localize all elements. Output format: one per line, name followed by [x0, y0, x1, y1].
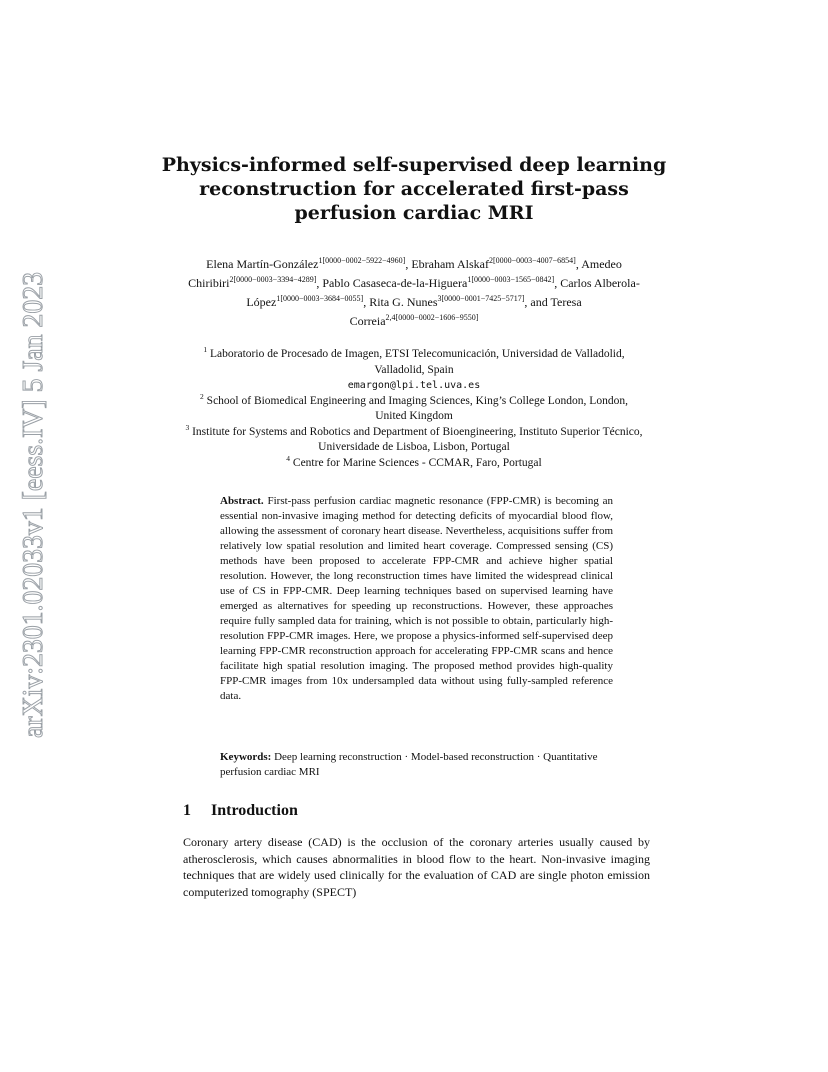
affiliation-text: Institute for Systems and Robotics and Department of Bioengineering, Instituto Superior Técnico, Universidade de Lisboa, Lisbon, Portugal — [192, 425, 643, 453]
affiliation-text: School of Biomedical Engineering and Imaging Sciences, King’s College London, London, United Kingdom — [206, 394, 628, 422]
intro-paragraph: Coronary artery disease (CAD) is the occlusion of the coronary arteries usually caused by atherosclerosis, which causes abnormalities in blood flow to the heart. Non-invasive imaging techniques that are widely used clinically for the evaluation of CAD are single photon emission computerized tomography (SPECT) — [183, 835, 650, 899]
affiliation-number: 1 — [203, 345, 208, 355]
affiliation-number: 4 — [286, 453, 291, 463]
affiliation-text: Laboratorio de Procesado de Imagen, ETSI Telecomunicación, Universidad de Valladolid, Valladolid, Spain — [210, 348, 625, 376]
keywords-text: Deep learning reconstruction · Model-based reconstruction · Quantitative perfusion cardiac MRI — [220, 751, 598, 778]
author-orcid: 1[0000−0003−1565−0842] — [467, 275, 555, 284]
author-name: Pablo Casaseca-de-la-Higuera — [322, 276, 468, 290]
section-number: 1 — [183, 802, 191, 819]
section-heading — [183, 802, 298, 820]
author-orcid: 1[0000−0002−5922−4960] — [318, 256, 406, 265]
affiliation-text: Centre for Marine Sciences - CCMAR, Faro, Portugal — [292, 456, 542, 469]
section-title: Introduction — [211, 802, 298, 819]
affiliation-number: 2 — [200, 391, 204, 401]
author-name: Ebraham Alskaf — [411, 257, 489, 271]
author-orcid: 1[0000−0003−3684−0055] — [276, 294, 364, 303]
abstract-label: Abstract. — [220, 495, 264, 507]
affiliation-list — [183, 347, 645, 471]
author-name: Carlos Alberola-López — [246, 276, 640, 309]
author-name: Amedeo Chiribiri — [188, 257, 622, 290]
paper-title: Physics-informed self-supervised deep learning reconstruction for accelerated first-pass perfusion cardiac MRI — [161, 154, 667, 224]
author-list: Elena Martín-González$^{1[0000-0002-5922-4960]}$, Ebraham Alskaf$^{2[0000-0003-4007-6854]}$, Amedeo Chiribiri$^{2[0000-0003-3394-4289]}$, Pablo Casaseca-de-la-Higuera$^{1[0000-0003-1565-0842]}$, Carlos Alberola-López$^{1[0000-0003-3684-0055]}$, Rita G. Nunes$^{3[0000-0001-7425-5717]}$, and Teresa Correia$^{2,4[0000-0002-1606-9550]}$ — [188, 256, 640, 328]
author-orcid: 2,4[0000−0002−1606−9550] — [385, 313, 479, 322]
author-conjunction: , and — [524, 295, 548, 309]
author-name: Elena Martín-González — [206, 257, 319, 271]
keywords-label: Keywords: — [220, 751, 272, 763]
affiliation-2 — [183, 391, 645, 425]
author-name: Teresa Correia — [349, 295, 582, 328]
affiliation-3 — [183, 422, 645, 456]
author-orcid: 3[0000−0001−7425−5717] — [437, 294, 525, 303]
affiliation-number: 3 — [185, 422, 190, 432]
affiliation-1 — [183, 347, 645, 378]
keywords — [220, 750, 613, 780]
affiliation-email[interactable] — [183, 378, 645, 394]
email-address[interactable]: emargon@lpi.tel.uva.es — [347, 380, 481, 391]
abstract-text: First-pass perfusion cardiac magnetic resonance (FPP-CMR) is becoming an essential non-invasive imaging method for detecting deficits of myocardial blood flow, allowing the assessment of coronary heart disease. Nevertheless, acquisitions suffer from relatively low spatial resolution and limited heart coverage. Compressed sensing (CS) methods have been proposed to accelerate FPP-CMR and achieve higher spatial resolution. However, the long reconstruction times have limited the widespread clinical use of CS in FPP-CMR. Deep learning techniques based on supervised learning have emerged as alternatives for speeding up reconstructions. However, these approaches require fully sampled data for training, which is not possible to obtain, particularly high-resolution FPP-CMR images. Here, we propose a physics-informed self-supervised deep learning FPP-CMR reconstruction approach for accelerating FPP-CMR scans and hence facilitate high spatial resolution imaging. The proposed method provides high-quality FPP-CMR images from 10x undersampled data without using fully-sampled reference data. — [220, 495, 614, 702]
abstract — [220, 494, 613, 704]
author-orcid: 2[0000−0003−3394−4289] — [229, 275, 317, 284]
affiliation-4 — [183, 453, 645, 472]
author-name: Rita G. Nunes — [369, 295, 438, 309]
arxiv-stamp-text: arXiv:2301.02033v1 [eess.IV] 5 Jan 2023 — [17, 270, 49, 738]
author-orcid: 2[0000−0003−4007−6854] — [488, 256, 576, 265]
